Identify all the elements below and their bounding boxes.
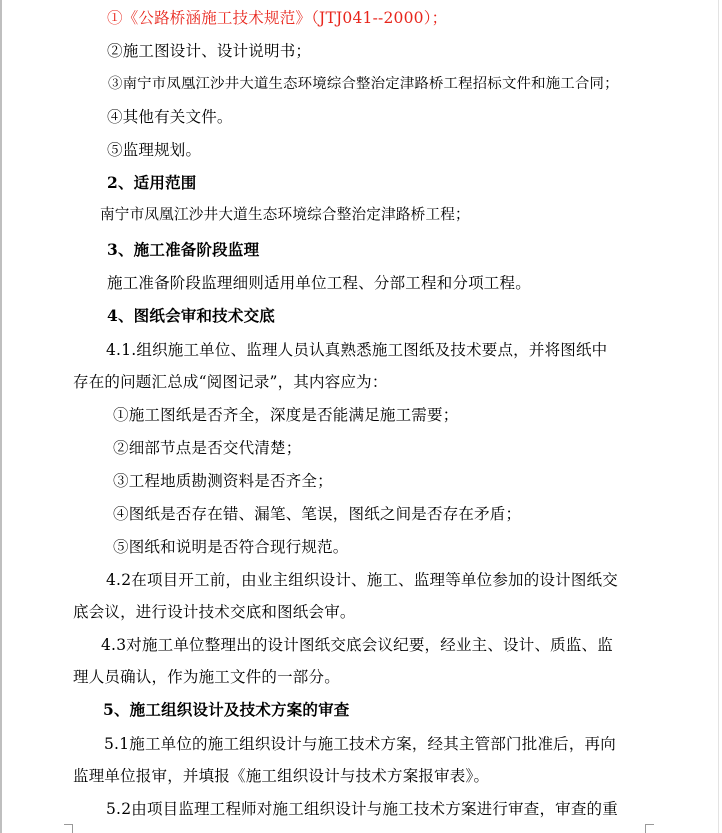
- page-left-border: [0, 0, 2, 833]
- check-item-4: ④图纸是否存在错、漏笔、笔误，图纸之间是否存在矛盾；: [113, 505, 522, 523]
- section-heading-5: 5、施工组织设计及技术方案的审查: [103, 700, 350, 719]
- paragraph-scope: 南宁市凤凰江沙井大道生态环境综合整治定津路桥工程；: [100, 206, 470, 223]
- section-heading-2: 2、适用范围: [107, 173, 197, 192]
- paragraph-preparation: 施工准备阶段监理细则适用单位工程、分部工程和分项工程。: [107, 274, 531, 292]
- section-heading-4: 4、图纸会审和技术交底: [107, 306, 275, 325]
- paragraph-5-1-line-1: 5.1施工单位的施工组织设计与施工技术方案，经其主管部门批准后，再向: [104, 735, 616, 753]
- paragraph-5-2-line-1: 5.2由项目监理工程师对施工组织设计与施工技术方案进行审查，审查的重: [106, 800, 618, 818]
- check-item-5: ⑤图纸和说明是否符合现行规范。: [113, 538, 349, 556]
- check-item-2: ②细部节点是否交代清楚；: [113, 439, 302, 457]
- reference-item-4: ④其他有关文件。: [107, 108, 233, 126]
- reference-item-5: ⑤监理规划。: [107, 141, 202, 159]
- paragraph-4-3-line-1: 4.3对施工单位整理出的设计图纸交底会议纪要，经业主、设计、质监、监: [101, 636, 613, 654]
- reference-item-3: ③南宁市凤凰江沙井大道生态环境综合整治定津路桥工程招标文件和施工合同；: [108, 76, 619, 92]
- paragraph-4-3-line-2: 理人员确认，作为施工文件的一部分。: [73, 668, 340, 686]
- check-item-1: ①施工图纸是否齐全，深度是否能满足施工需要；: [113, 406, 459, 424]
- page-corner-marker-right: [645, 824, 654, 833]
- reference-item-2: ②施工图设计、设计说明书；: [107, 42, 312, 60]
- paragraph-4-1-line-2: 存在的问题汇总成“阅图记录”，其内容应为：: [73, 373, 388, 391]
- page-right-border: [718, 0, 719, 833]
- page-corner-marker-left: [64, 824, 73, 833]
- paragraph-4-1-line-1: 4.1.组织施工单位、监理人员认真熟悉施工图纸及技术要点，并将图纸中: [106, 341, 608, 359]
- check-item-3: ③工程地质勘测资料是否齐全；: [113, 472, 333, 490]
- reference-item-1: ①《公路桥涵施工技术规范》（JTJ041--2000）；: [107, 9, 448, 27]
- paragraph-4-2-line-2: 底会议，进行设计技术交底和图纸会审。: [73, 603, 356, 621]
- paragraph-5-1-line-2: 监理单位报审，并填报《施工组织设计与技术方案报审表》。: [73, 767, 490, 785]
- section-heading-3: 3、施工准备阶段监理: [107, 240, 260, 259]
- paragraph-4-2-line-1: 4.2在项目开工前，由业主组织设计、施工、监理等单位参加的设计图纸交: [106, 571, 618, 589]
